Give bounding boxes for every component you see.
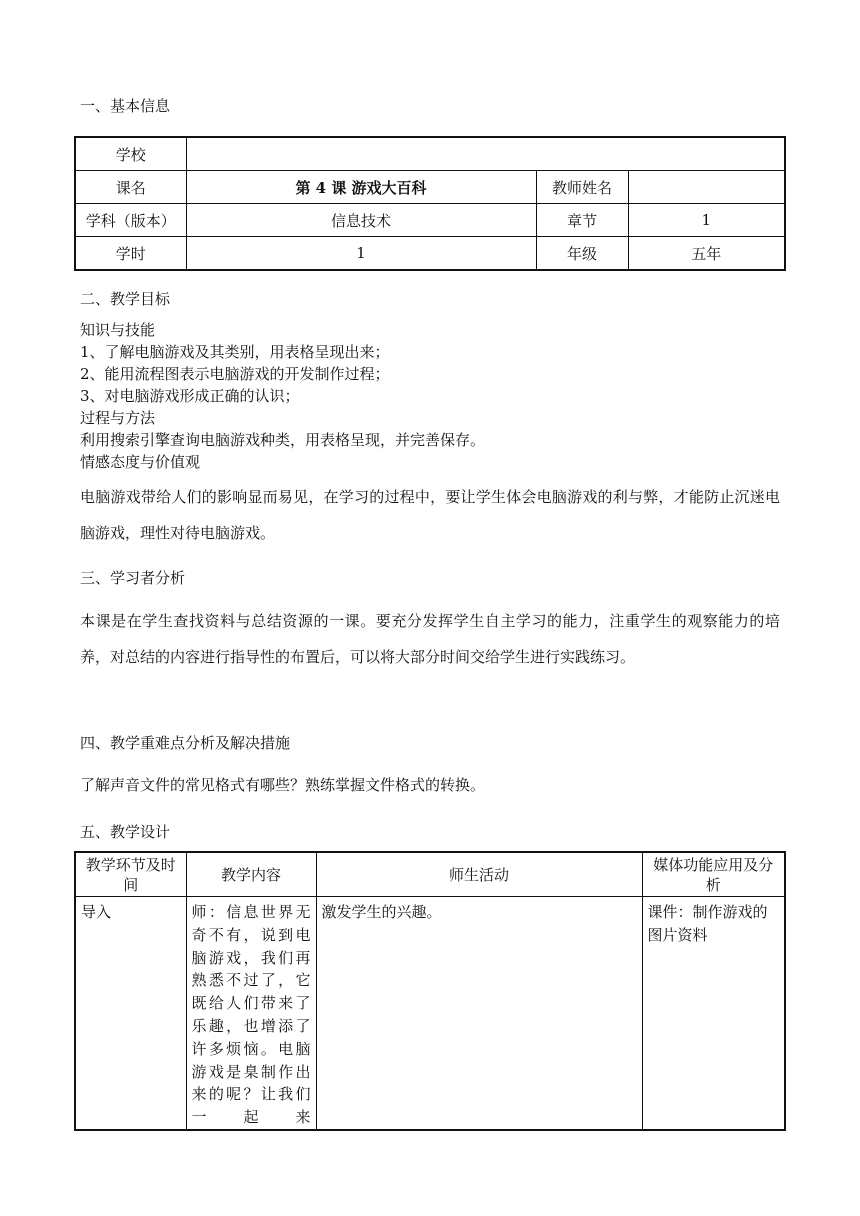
- chapter-value: 1: [628, 204, 785, 237]
- course-label: 课名: [75, 171, 186, 204]
- knowledge-item: 1、了解电脑游戏及其类别，用表格呈现出来；: [80, 343, 390, 361]
- section-5-title: 五、教学设计: [80, 823, 171, 841]
- header-content: 教学内容: [186, 852, 316, 897]
- table-header-row: [75, 852, 785, 897]
- key-points-text: 了解声音文件的常见格式有哪些？熟练掌握文件格式的转换。: [80, 776, 486, 794]
- table-row: [75, 897, 785, 1130]
- header-media: 媒体功能应用及分析: [642, 852, 785, 897]
- grade-label: 年级: [536, 237, 628, 271]
- section-2-title: 二、教学目标: [80, 290, 171, 308]
- school-label: 学校: [75, 137, 186, 171]
- knowledge-title: 知识与技能: [80, 321, 156, 339]
- cell-media: 课件：制作游戏的图片资料: [642, 897, 785, 1130]
- course-value: 第 4 课 游戏大百科: [186, 171, 536, 204]
- cell-stage: 导入: [75, 897, 186, 1130]
- learner-analysis-text: 本课是在学生查找资料与总结资源的一课。要充分发挥学生自主学习的能力，注重学生的观察能力的培养，对总结的内容进行指导性的布置后，可以将大部分时间交给学生进行实践练习。: [80, 612, 780, 666]
- emotion-text: 电脑游戏带给人们的影响显而易见，在学习的过程中，要让学生体会电脑游戏的利与弊，才能防止沉迷电脑游戏，理性对待电脑游戏。: [80, 488, 780, 542]
- cell-activity: 激发学生的兴趣。: [316, 897, 642, 1130]
- knowledge-item: 2、能用流程图表示电脑游戏的开发制作过程；: [80, 365, 390, 383]
- table-row: [75, 137, 785, 171]
- hours-label: 学时: [75, 237, 186, 271]
- chapter-label: 章节: [536, 204, 628, 237]
- section-1-title: 一、基本信息: [80, 97, 171, 115]
- process-title: 过程与方法: [80, 409, 156, 427]
- header-stage: 教学环节及时间: [75, 852, 186, 897]
- table-row: [75, 237, 785, 271]
- grade-value: 五年: [628, 237, 785, 271]
- section-3-title: 三、学习者分析: [80, 569, 186, 587]
- header-activity: 师生活动: [316, 852, 642, 897]
- subject-value: 信息技术: [186, 204, 536, 237]
- table-row: [75, 171, 785, 204]
- knowledge-item: 3、对电脑游戏形成正确的认识；: [80, 387, 300, 405]
- section-4-title: 四、教学重难点分析及解决措施: [80, 734, 291, 752]
- table-row: [75, 204, 785, 237]
- teacher-value: [628, 171, 785, 204]
- emotion-title: 情感态度与价值观: [80, 453, 201, 471]
- school-value: [186, 137, 785, 171]
- basic-info-table: [74, 136, 786, 271]
- teaching-design-table: [74, 851, 786, 1131]
- process-text: 利用搜索引擎查询电脑游戏种类，用表格呈现，并完善保存。: [80, 431, 486, 449]
- cell-content: 师：信息世界无奇不有，说到电脑游戏，我们再熟悉不过了，它既给人们带来了乐趣，也增添了许多烦恼。电脑游戏是臬制作出来的呢？让我们一起来: [186, 897, 316, 1130]
- teacher-label: 教师姓名: [536, 171, 628, 204]
- subject-label: 学科（版本）: [75, 204, 186, 237]
- hours-value: 1: [186, 237, 536, 271]
